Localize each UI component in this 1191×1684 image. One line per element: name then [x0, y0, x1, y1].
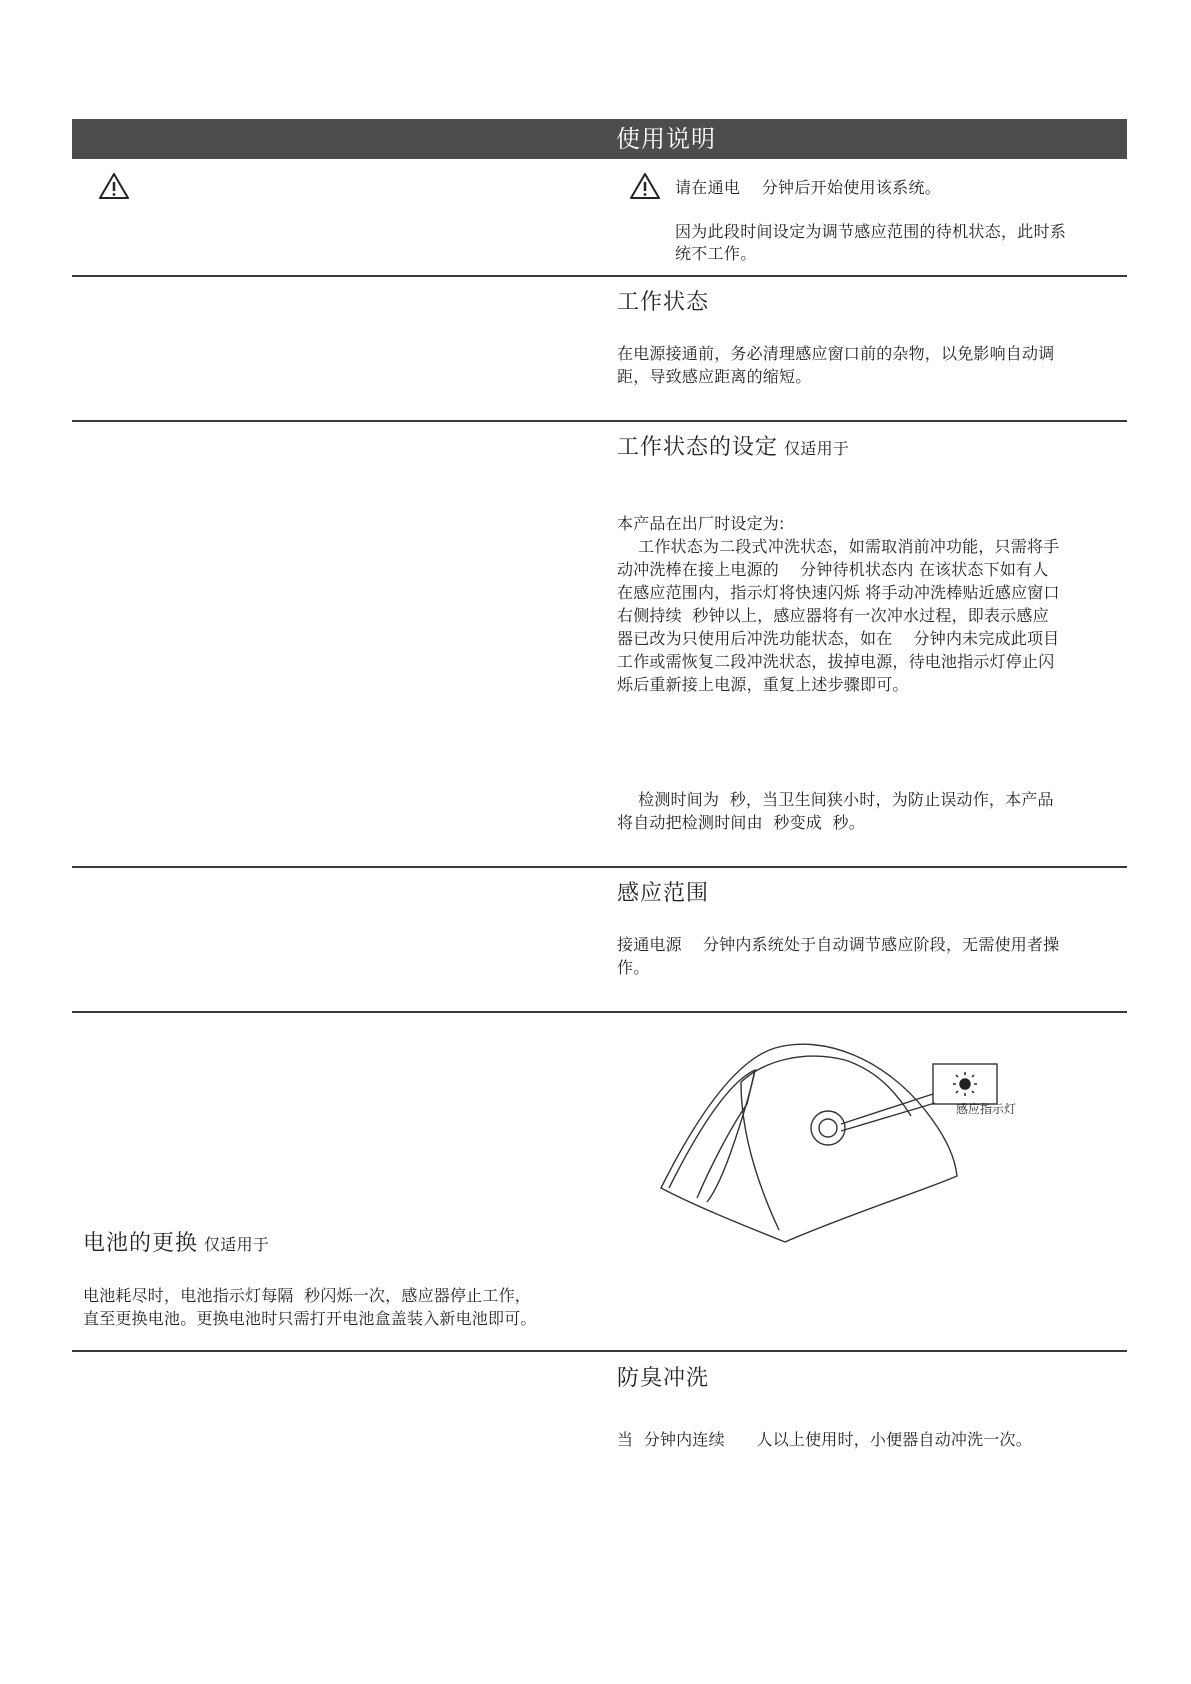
- section-divider: [72, 866, 1127, 868]
- battery-body: 电池耗尽时，电池指示灯每隔 秒闪烁一次，感应器停止工作， 直至更换电池。更换电池时只需打开电池盒盖装入新电池即可。: [83, 1286, 537, 1328]
- section-title-deodorize: 防臭冲洗: [617, 1366, 710, 1391]
- section-divider: [72, 1011, 1127, 1013]
- sensor-window-outer: [811, 1111, 845, 1145]
- urinal-flange: [669, 1070, 755, 1198]
- figure-label: 感应指示灯: [956, 1102, 1017, 1116]
- sensing-range-body: 接通电源 分钟内系统处于自动调节感应阶段，无需使用者操 作。: [617, 935, 1060, 977]
- section-title-sensing-range: 感应范围: [617, 881, 710, 906]
- warning-icon: [629, 172, 661, 200]
- section-divider: [72, 1350, 1127, 1352]
- warning-line-2: 因为此段时间设定为调节感应范围的待机状态，此时系 统不工作。: [675, 222, 1067, 263]
- warning-icon-left: [98, 172, 130, 200]
- urinal-outline: [661, 1044, 957, 1242]
- deodorize-body: 当 分钟内连续 人以上使用时，小便器自动冲洗一次。: [617, 1430, 1032, 1449]
- sensor-window-inner: [819, 1119, 837, 1137]
- section-title-work-state: 工作状态: [617, 290, 710, 315]
- sensor-illustration: [655, 1030, 1035, 1250]
- warning-line-1: 请在通电 分钟后开始使用该系统。: [675, 178, 942, 197]
- leader-line: [841, 1094, 935, 1131]
- header-bar: [72, 119, 1127, 159]
- page-title: 使用说明: [616, 125, 716, 153]
- section-title-work-setting: 工作状态的设定 仅适用于: [617, 435, 850, 460]
- indicator-light-icon: [953, 1072, 977, 1096]
- section-title-battery: 电池的更换 仅适用于: [83, 1231, 270, 1256]
- section-subtitle: 仅适用于: [784, 439, 850, 458]
- section-subtitle: 仅适用于: [204, 1235, 270, 1254]
- urinal-recess: [741, 1056, 911, 1116]
- work-setting-body: 本产品在出厂时设定为: 工作状态为二段式冲洗状态，如需取消前冲功能，只需将手 动冲洗棒在接上电源的 分钟待机状态内 在该状态下如有人 在感应范围内，指示灯将快速闪烁 将手动冲洗棒贴近感应窗口 右侧持续 秒钟以上，感应器将有一次冲水过程，即表示感应 器已改为只使用后冲洗功能状态，如在 分钟内未完成此项目 工作或需恢复二段冲洗状态，拔掉电源，待电池指示灯停止闪 烁后重新接上电源，重复上述步骤即可。: [617, 514, 1060, 694]
- work-state-body: 在电源接通前，务必清理感应窗口前的杂物，以免影响自动调 距，导致感应距离的缩短。: [617, 344, 1055, 386]
- detection-time-body: 检测时间为 秒，当卫生间狭小时，为防止误动作，本产品 将自动把检测时间由 秒变成 秒。: [617, 790, 1054, 832]
- section-divider: [72, 420, 1127, 422]
- section-divider: [72, 275, 1127, 277]
